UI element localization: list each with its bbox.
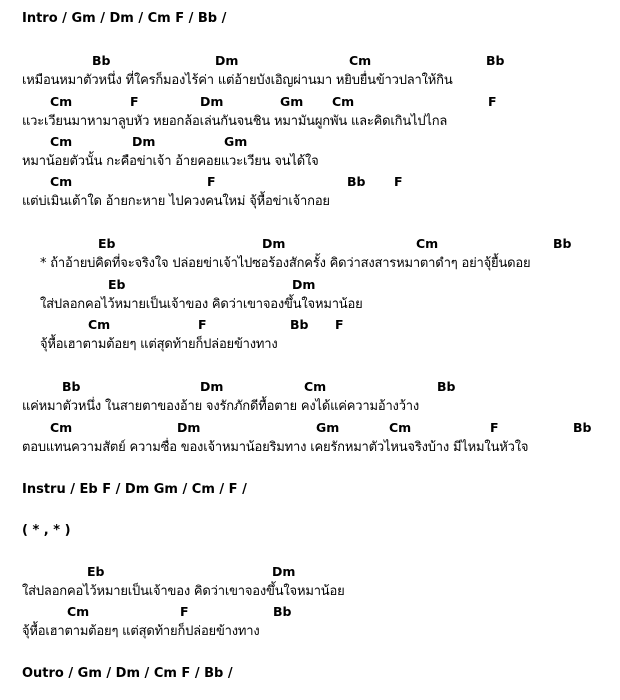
lyric-row: [0, 71, 620, 91]
chord: Bb: [273, 604, 292, 619]
chord: Cm: [50, 134, 73, 149]
lyric-text: * ถ้าอ้ายบ่คิดที่จะจริงใจ ปล่อยข่าเจ้าไปซอร้องสักครั้ง คิดว่าสงสารหมาตาดำๆ อย่าจุ้ยื้นดอย: [40, 256, 531, 271]
lyric-text: หมาน้อยตัวนั้น กะคือข่าเจ้า อ้ายคอยแวะเวียน จนได้ใจ: [22, 154, 319, 169]
chord: Cm: [67, 604, 90, 619]
lyric-row: [0, 582, 620, 602]
intro-progression: Intro / Gm / Dm / Cm F / Bb /: [22, 11, 227, 26]
instru-progression: Instru / Eb F / Dm Gm / Cm / F /: [22, 482, 247, 497]
chord-row: [0, 234, 620, 254]
chord-row: [0, 562, 620, 582]
chord: Bb: [347, 174, 366, 189]
chord: Cm: [50, 174, 73, 189]
chord: Bb: [62, 379, 81, 394]
chord: Cm: [88, 317, 111, 332]
chord: Gm: [316, 420, 340, 435]
chord: Bb: [437, 379, 456, 394]
chord: Cm: [304, 379, 327, 394]
chord-row: [0, 377, 620, 397]
chord-row: [0, 418, 620, 438]
instru-line: [0, 480, 620, 500]
chord: F: [180, 604, 189, 619]
chord: Dm: [292, 277, 316, 292]
lyric-text: ใส่ปลอกคอไว้หมายเป็นเจ้าของ คิดว่าเขาจองขึ้นใจหมาน้อย: [40, 297, 363, 312]
chord: Dm: [200, 379, 224, 394]
chord-row: [0, 132, 620, 152]
lyric-text: จุ้หื้อเฮาตามต้อยๆ แต่สุดท้ายก็ปล่อยข้างทาง: [40, 337, 278, 352]
lyric-row: [0, 254, 620, 274]
chord: Bb: [92, 53, 111, 68]
chord: Cm: [349, 53, 372, 68]
lyric-text: ตอบแทนความสัตย์ ความซื่อ ของเจ้าหมาน้อยริมทาง เคยรักหมาตัวไหนจริงบ้าง มีไหมในหัวใจ: [22, 440, 529, 455]
chord-row: [0, 275, 620, 295]
lyric-row: [0, 192, 620, 212]
chord: Cm: [50, 420, 73, 435]
chord-row: [0, 315, 620, 335]
chord: Cm: [416, 236, 439, 251]
chord: Gm: [224, 134, 248, 149]
lyric-row: [0, 622, 620, 642]
chord: Dm: [215, 53, 239, 68]
chord: Cm: [50, 94, 73, 109]
lyric-row: [0, 152, 620, 172]
chord: F: [198, 317, 207, 332]
chord: Dm: [262, 236, 286, 251]
chord: F: [488, 94, 497, 109]
chord: F: [207, 174, 216, 189]
chord: Bb: [290, 317, 309, 332]
chord: F: [394, 174, 403, 189]
lyric-row: [0, 397, 620, 417]
chord-row: [0, 602, 620, 622]
chord-row: [0, 51, 620, 71]
lyric-row: [0, 438, 620, 458]
repeat-marker: ( * , * ): [22, 523, 71, 538]
chord: Eb: [87, 564, 105, 579]
chord: Eb: [98, 236, 116, 251]
chord: Cm: [389, 420, 412, 435]
lyric-row: [0, 335, 620, 355]
chord: Eb: [108, 277, 126, 292]
chord: Dm: [272, 564, 296, 579]
lyric-text: แต่บ่เมินเต้าใด อ้ายกะหาย ไปควงคนใหม่ จุ้หื้อข่าเจ้ากอย: [22, 194, 330, 209]
outro-progression: Outro / Gm / Dm / Cm F / Bb /: [22, 666, 233, 681]
chord: Bb: [573, 420, 592, 435]
lyric-row: [0, 295, 620, 315]
chord: F: [335, 317, 344, 332]
chord: F: [490, 420, 499, 435]
lyric-text: แวะเวียนมาหามาลูบหัว หยอกล้อเล่นกันจนชิน หมามันผูกพัน และคิดเกินไปไกล: [22, 114, 448, 129]
chord-row: [0, 92, 620, 112]
lyric-text: แค่หมาตัวหนึ่ง ในสายตาของอ้าย จงรักภักดีทื้อตาย คงได้แค่ความอ้างว้าง: [22, 399, 420, 414]
chord: Gm: [280, 94, 304, 109]
chord-row: [0, 172, 620, 192]
chord: F: [130, 94, 139, 109]
chord: Dm: [200, 94, 224, 109]
outro-line: [0, 664, 620, 684]
chord: Dm: [132, 134, 156, 149]
chord: Dm: [177, 420, 201, 435]
repeat-line: [0, 521, 620, 541]
intro-line: [0, 9, 620, 29]
chord: Bb: [553, 236, 572, 251]
chord: Cm: [332, 94, 355, 109]
chord: Bb: [486, 53, 505, 68]
lyric-text: เหมือนหมาตัวหนึ่ง ที่ใครก็มองไร้ค่า แต่อ้ายบังเอิญผ่านมา หยิบยื่นข้าวปลาให้กิน: [22, 73, 453, 88]
lyric-text: จุ้หื้อเฮาตามต้อยๆ แต่สุดท้ายก็ปล่อยข้างทาง: [22, 624, 260, 639]
lyric-row: [0, 112, 620, 132]
lyric-text: ใส่ปลอกคอไว้หมายเป็นเจ้าของ คิดว่าเขาจองขึ้นใจหมาน้อย: [22, 584, 345, 599]
